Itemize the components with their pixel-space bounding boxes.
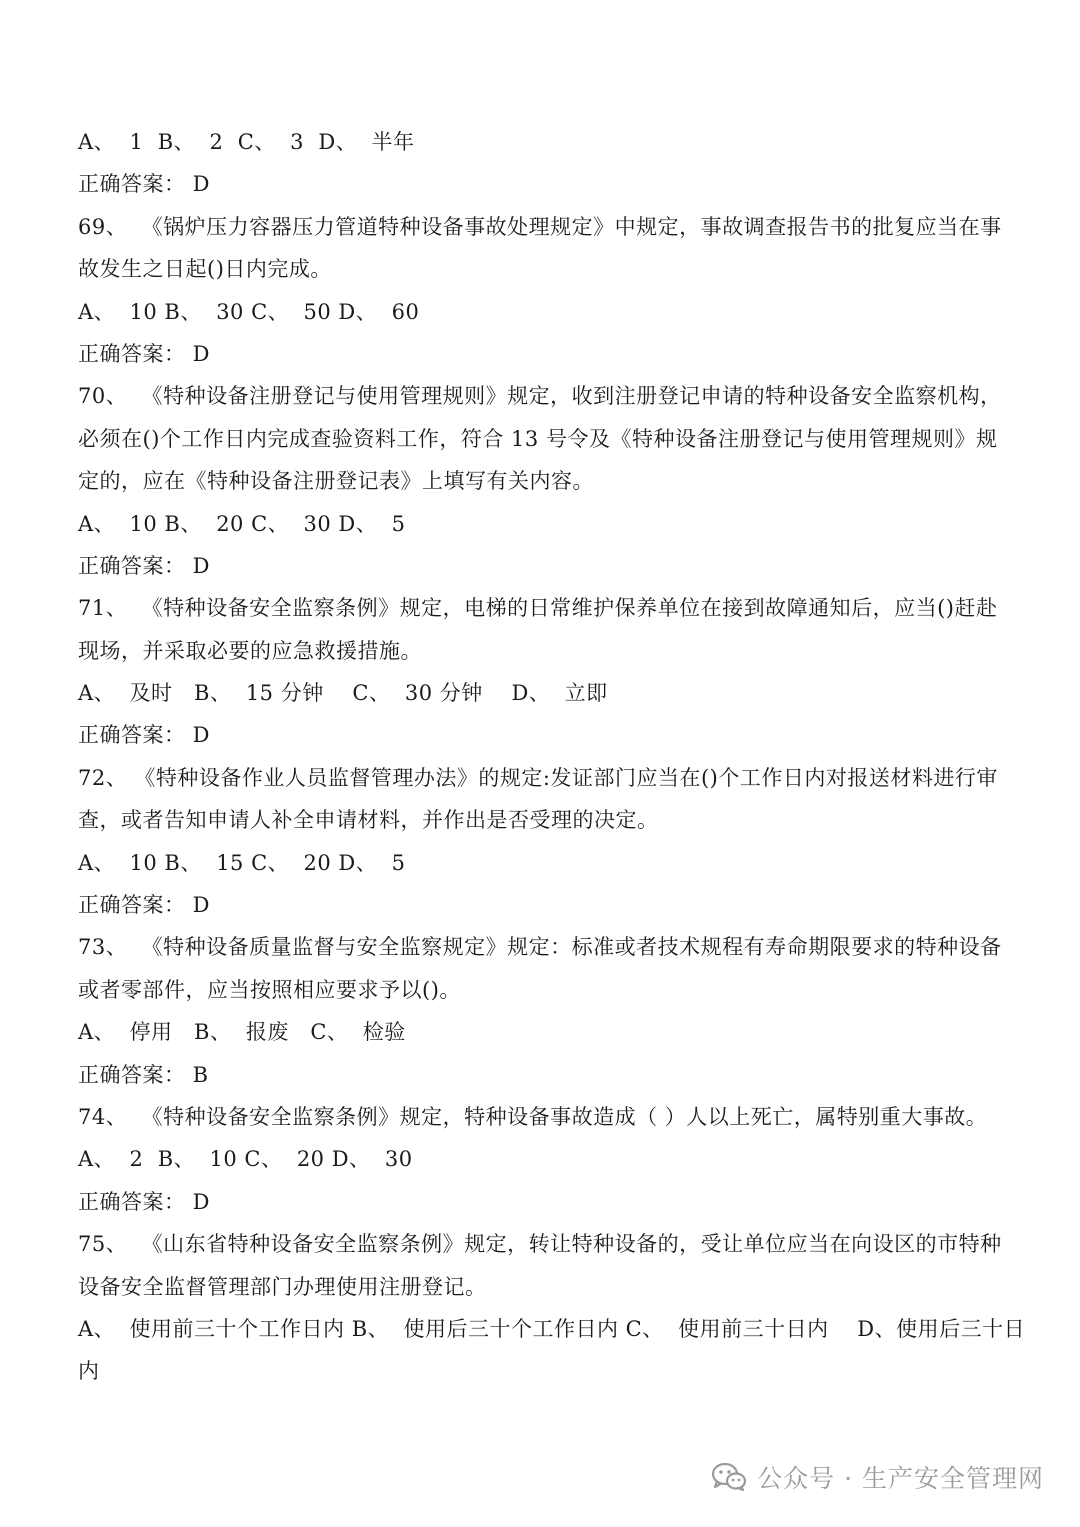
question-line: 故发生之日起()日内完成。 — [78, 257, 332, 282]
options-line: A、 及时 B、 15 分钟 C、 30 分钟 D、 立即 — [78, 681, 608, 706]
answer-line: 正确答案： D — [78, 553, 211, 578]
options-line: A、 停用 B、 报废 C、 检验 — [78, 1020, 406, 1045]
answer-line: 正确答案： D — [78, 723, 211, 748]
options-line: A、 10 B、 20 C、 30 D、 5 — [78, 511, 406, 536]
answer-line: 正确答案： D — [78, 341, 211, 366]
answer-line: 正确答案： D — [78, 893, 211, 918]
options-line: A、 10 B、 30 C、 50 D、 60 — [78, 299, 420, 324]
answer-line: 正确答案： D — [78, 172, 211, 197]
question-line: 必须在()个工作日内完成查验资料工作，符合 13 号令及《特种设备注册登记与使用管理规则》规 — [78, 426, 998, 451]
options-line: A、 10 B、 15 C、 20 D、 5 — [78, 850, 406, 875]
question-line: 69、 《锅炉压力容器压力管道特种设备事故处理规定》中规定，事故调查报告书的批复应当在事 — [78, 214, 1002, 239]
text-line: A、 1 B、 2 C、 3 D、 半年 — [78, 130, 415, 154]
watermark — [711, 1457, 1044, 1497]
watermark-text: 公众号 · 生产安全管理网 — [757, 1464, 1044, 1493]
question-line: 查，或者告知申请人补全申请材料，并作出是否受理的决定。 — [78, 808, 659, 833]
question-line: 74、 《特种设备安全监察条例》规定，特种设备事故造成（ ）人以上死亡，属特别重大事故。 — [78, 1104, 988, 1129]
options-line: A、 使用前三十个工作日内 B、 使用后三十个工作日内 C、 使用前三十日内 D、使用后三十日 — [78, 1316, 1026, 1341]
question-line: 定的，应在《特种设备注册登记表》上填写有关内容。 — [78, 469, 594, 494]
options-line: A、 2 B、 10 C、 20 D、 30 — [78, 1147, 413, 1172]
options-line: 内 — [78, 1359, 100, 1384]
question-line: 72、 《特种设备作业人员监督管理办法》的规定:发证部门应当在()个工作日内对报送材料进行审 — [78, 765, 998, 790]
question-line: 71、 《特种设备安全监察条例》规定，电梯的日常维护保养单位在接到故障通知后，应当()赶赴 — [78, 596, 998, 621]
question-line: 73、 《特种设备质量监督与安全监察规定》规定：标准或者技术规程有寿命期限要求的特种设备 — [78, 935, 1002, 960]
question-line: 设备安全监督管理部门办理使用注册登记。 — [78, 1274, 487, 1299]
question-line: 75、 《山东省特种设备安全监察条例》规定，转让特种设备的，受让单位应当在向设区的市特种 — [78, 1232, 1002, 1257]
wechat-icon — [711, 1462, 747, 1492]
question-line: 现场，并采取必要的应急救援措施。 — [78, 638, 422, 663]
answer-line: 正确答案： B — [78, 1062, 209, 1087]
document-page — [78, 121, 1026, 1393]
answer-line: 正确答案： D — [78, 1189, 211, 1214]
question-line: 或者零部件，应当按照相应要求予以()。 — [78, 977, 461, 1002]
question-line: 70、 《特种设备注册登记与使用管理规则》规定，收到注册登记申请的特种设备安全监察机构， — [78, 384, 1002, 409]
